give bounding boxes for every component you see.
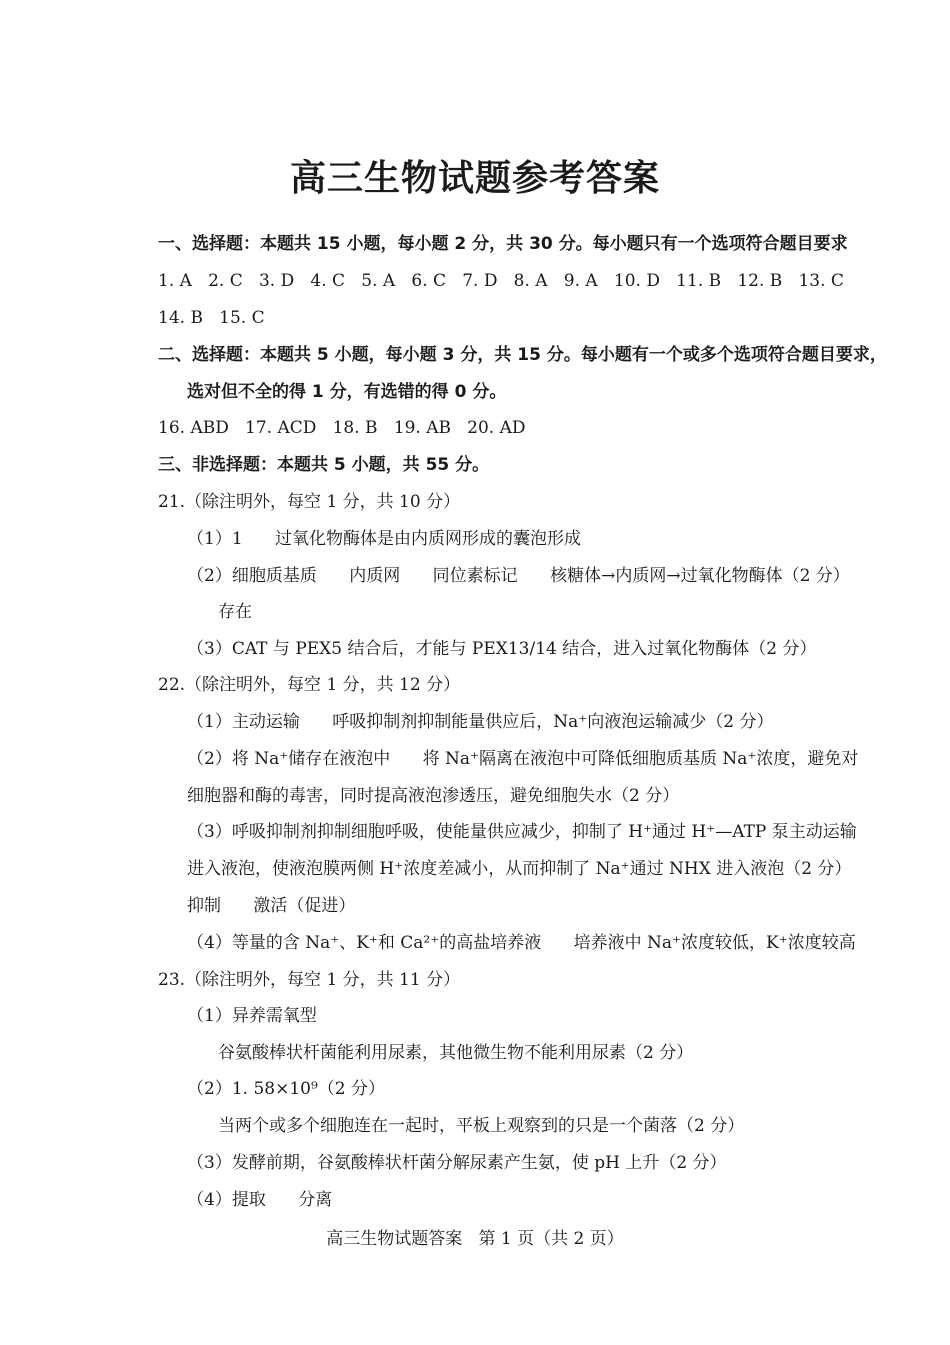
q21-part3: （3）CAT 与 PEX5 结合后，才能与 PEX13/14 结合，进入过氧化物酶体（2 分） [187,639,817,659]
q21-part2: （2）细胞质基质 内质网 同位素标记 核糖体→内质网→过氧化物酶体（2 分） [187,566,850,586]
section-1-heading: 一、选择题：本题共 15 小题，每小题 2 分，共 30 分。每小题只有一个选项符合题目要求 [158,234,848,254]
q23-header: 23.（除注明外，每空 1 分，共 11 分） [158,970,461,990]
q23-part3: （3）发酵前期，谷氨酸棒状杆菌分解尿素产生氨，使 pH 上升（2 分） [187,1153,727,1173]
q23-part1-cont: 谷氨酸棒状杆菌能利用尿素，其他微生物不能利用尿素（2 分） [218,1043,694,1063]
q23-part1: （1）异养需氧型 [187,1006,317,1026]
q23-part2-cont: 当两个或多个细胞连在一起时，平板上观察到的只是一个菌落（2 分） [218,1116,745,1136]
q22-part4: （4）等量的含 Na⁺、K⁺和 Ca²⁺的高盐培养液 培养液中 Na⁺浓度较低，K⁺浓度较高 [187,933,856,953]
q22-header: 22.（除注明外，每空 1 分，共 12 分） [158,675,461,695]
q23-part4: （4）提取 分离 [187,1190,333,1210]
section-2-heading: 二、选择题：本题共 5 小题，每小题 3 分，共 15 分。每小题有一个或多个选项符合题目要求， [158,345,887,365]
section-3-heading: 三、非选择题：本题共 5 小题，共 55 分。 [158,455,490,475]
answers-1-13: 1. A 2. C 3. D 4. C 5. A 6. C 7. D 8. A 9. A 10. D 11. B 12. B 13. C [158,271,844,291]
q22-part3-answers: 抑制 激活（促进） [187,896,356,916]
q22-part2-cont: 细胞器和酶的毒害，同时提高液泡渗透压，避免细胞失水（2 分） [187,786,680,806]
answers-14-15: 14. B 15. C [158,308,265,328]
answers-16-20: 16. ABD 17. ACD 18. B 19. AB 20. AD [158,418,526,438]
q21-header: 21.（除注明外，每空 1 分，共 10 分） [158,492,461,512]
page-footer: 高三生物试题答案 第 1 页（共 2 页） [326,1229,624,1249]
q22-part1: （1）主动运输 呼吸抑制剂抑制能量供应后，Na⁺向液泡运输减少（2 分） [187,712,774,732]
section-2-heading-cont: 选对但不全的得 1 分，有选错的得 0 分。 [187,382,507,402]
page-title: 高三生物试题参考答案 [289,158,660,199]
q22-part3-cont: 进入液泡，使液泡膜两侧 H⁺浓度差减小，从而抑制了 Na⁺通过 NHX 进入液泡（2 分） [187,859,852,879]
q21-part2-cont: 存在 [218,602,252,622]
q23-part2: （2）1. 58×10⁹（2 分） [187,1079,385,1099]
q22-part3: （3）呼吸抑制剂抑制细胞呼吸，使能量供应减少，抑制了 H⁺通过 H⁺—ATP 泵主动运输 [187,822,857,842]
q22-part2: （2）将 Na⁺储存在液泡中 将 Na⁺隔离在液泡中可降低细胞质基质 Na⁺浓度，避免对 [187,749,859,769]
q21-part1: （1）1 过氧化物酶体是由内质网形成的囊泡形成 [187,529,582,549]
